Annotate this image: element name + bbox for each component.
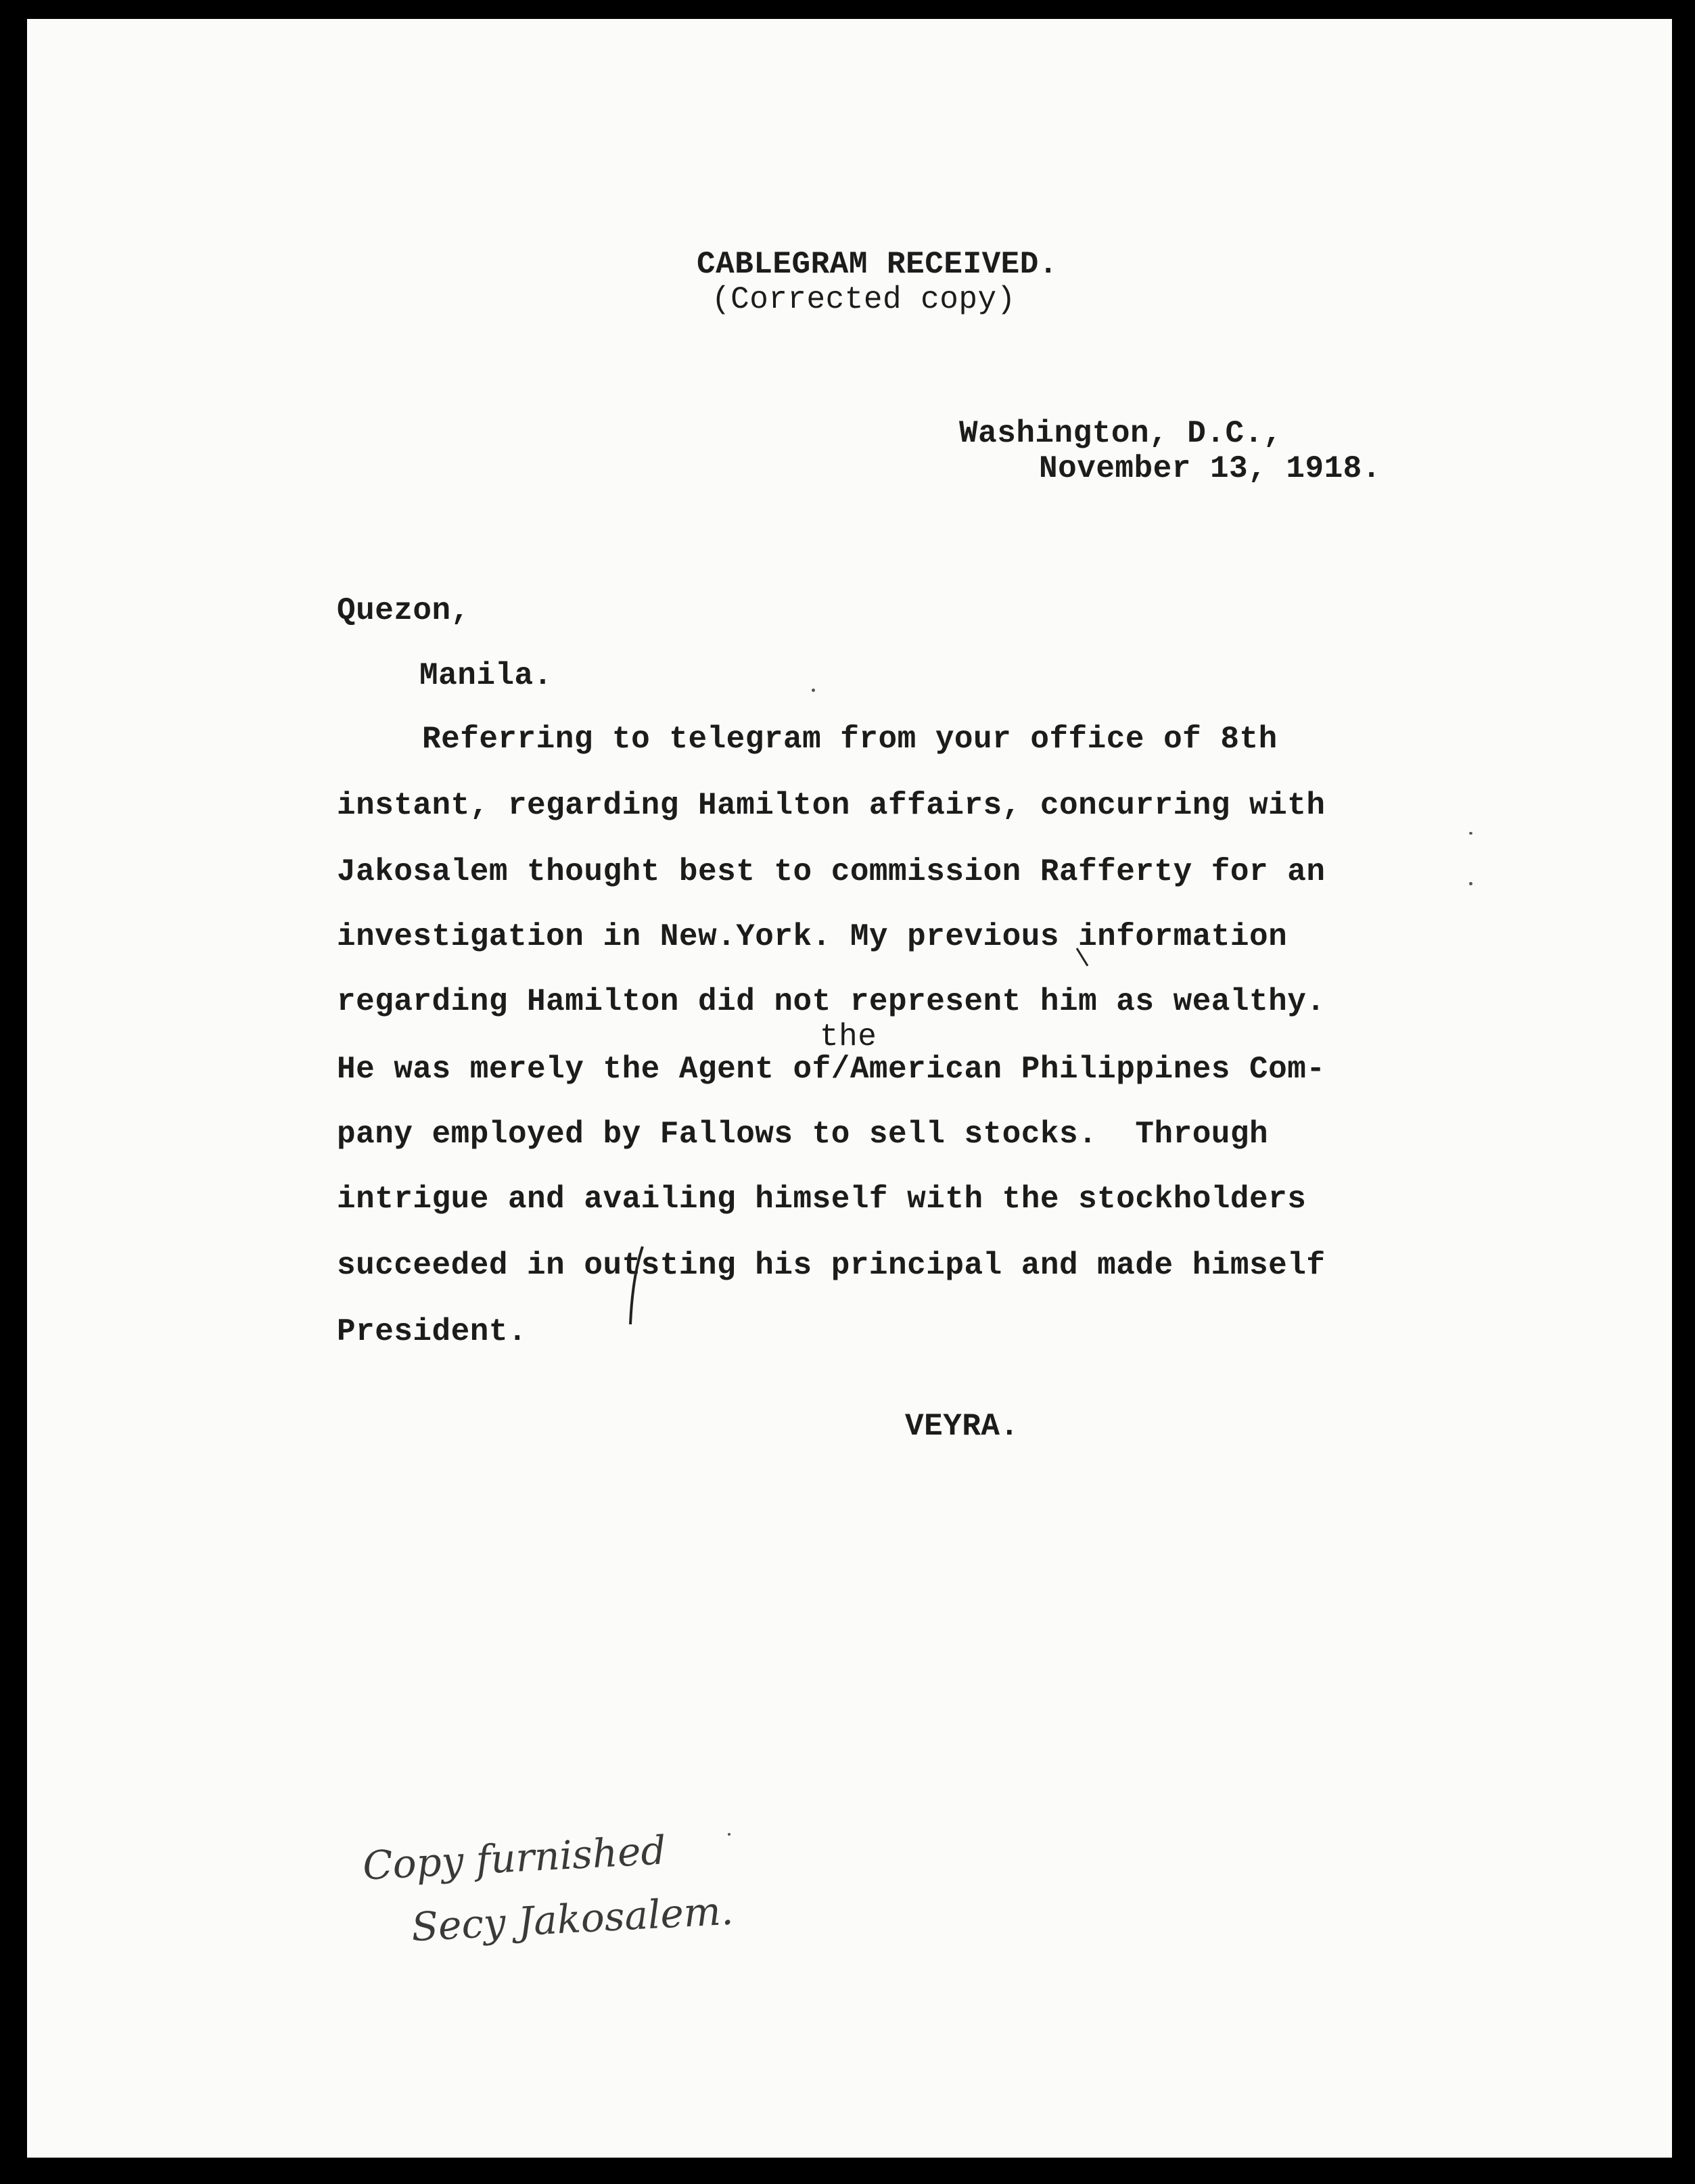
handwritten-note-line-2: Secy Jakosalem. xyxy=(410,1887,735,1951)
body-line-5: regarding Hamilton did not represent him as wealthy. xyxy=(337,984,1326,1019)
body-line-9: succeeded in outsting his principal and made himself xyxy=(337,1248,1326,1283)
paper-speck xyxy=(1469,882,1472,885)
dateline-place: Washington, D.C., xyxy=(959,416,1282,451)
body-line-1: Referring to telegram from your office of 8th xyxy=(422,722,1278,757)
document-subtitle: (Corrected copy) xyxy=(712,282,1016,317)
body-line-7: pany employed by Fallows to sell stocks. Through xyxy=(337,1117,1269,1152)
addressee-city: Manila. xyxy=(419,658,553,693)
document-page xyxy=(27,19,1672,2158)
body-line-4: investigation in New.York. My previous information xyxy=(337,919,1288,954)
pen-mark-correction xyxy=(622,1243,649,1331)
handwritten-note-line-1: Copy furnished xyxy=(361,1827,668,1889)
addressee-name: Quezon, xyxy=(337,593,470,628)
pen-mark-tick xyxy=(1074,946,1094,973)
document-title: CABLEGRAM RECEIVED. xyxy=(697,247,1058,282)
dateline-date: November 13, 1918. xyxy=(1039,451,1381,486)
body-insertion-the: the xyxy=(820,1019,877,1054)
paper-speck xyxy=(1469,832,1472,835)
body-line-2: instant, regarding Hamilton affairs, concurring with xyxy=(337,788,1326,823)
body-line-8: intrigue and availing himself with the stockholders xyxy=(337,1182,1307,1217)
signature: VEYRA. xyxy=(905,1409,1019,1444)
body-line-3: Jakosalem thought best to commission Rafferty for an xyxy=(337,854,1326,889)
paper-speck xyxy=(728,1833,730,1836)
body-line-10: President. xyxy=(337,1314,528,1349)
body-line-6: He was merely the Agent of/American Philippines Com- xyxy=(337,1052,1326,1087)
paper-speck xyxy=(812,689,815,692)
